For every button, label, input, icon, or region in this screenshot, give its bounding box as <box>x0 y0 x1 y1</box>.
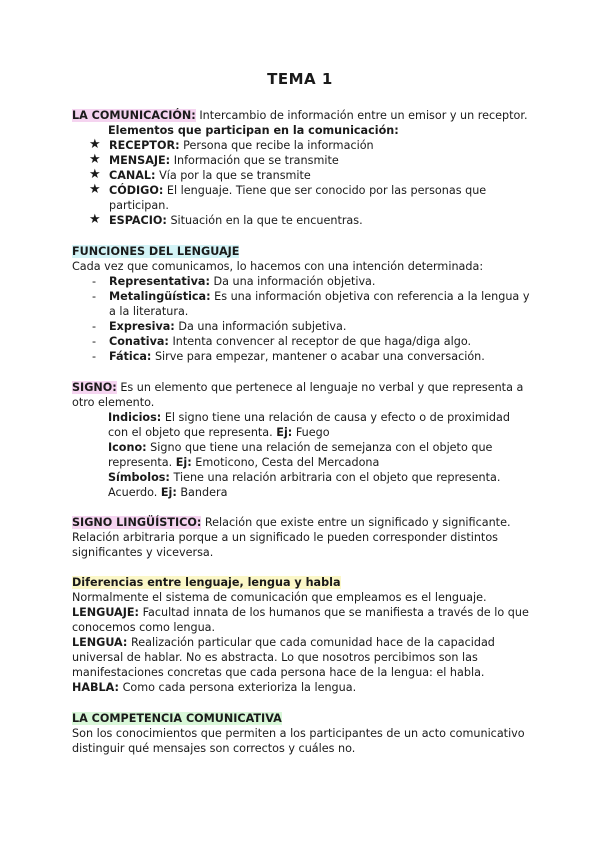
star-bullet-icon: ★ <box>89 137 101 152</box>
star-bullet-icon: ★ <box>89 152 101 167</box>
functions-intro: Cada vez que comunicamos, lo hacemos con una intención determinada: <box>72 260 484 273</box>
function-item: - Metalingüística: Es una información objetiva con referencia a la lengua y a la literatura. <box>92 290 530 318</box>
functions-heading: FUNCIONES DEL LENGUAJE <box>72 245 240 258</box>
function-item: - Fática: Sirve para empezar, mantener o acabar una conversación. <box>92 350 485 363</box>
difference-item: HABLA: Como cada persona exterioriza la lengua. <box>72 681 357 694</box>
difference-item: LENGUAJE: Facultad innata de los humanos que se manifiesta a través de lo que conocemos como lengua. <box>72 606 529 634</box>
section-communication <box>72 108 532 228</box>
dash-bullet: - <box>92 350 97 363</box>
dash-bullet: - <box>92 275 97 288</box>
function-item: - Conativa: Intenta convencer al receptor de que haga/diga algo. <box>92 335 472 348</box>
star-bullet-icon: ★ <box>89 167 101 182</box>
communication-definition: LA COMUNICACIÓN: Intercambio de información entre un emisor y un receptor. <box>72 109 528 122</box>
competence-heading: LA COMPETENCIA COMUNICATIVA <box>72 712 282 725</box>
dash-bullet: - <box>92 290 97 303</box>
section-linguistic-sign <box>72 515 532 560</box>
section-sign <box>72 380 532 500</box>
function-item: - Representativa: Da una información objetiva. <box>92 275 376 288</box>
element-item: ★ CANAL: Vía por la que se transmite <box>89 167 311 182</box>
element-item: ★ RECEPTOR: Persona que recibe la información <box>89 137 374 152</box>
communication-heading: LA COMUNICACIÓN: <box>72 109 196 122</box>
sign-type: Símbolos: Tiene una relación arbitraria con el objeto que representa. Acuerdo. Ej: Bandera <box>108 471 501 499</box>
elements-subheading: Elementos que participan en la comunicación: <box>108 124 399 137</box>
competence-definition: Son los conocimientos que permiten a los participantes de un acto comunicativo distinguir qué mensajes son correctos y cuáles no. <box>72 727 525 755</box>
element-item: ★ CÓDIGO: El lenguaje. Tiene que ser conocido por las personas que participan. <box>89 182 487 212</box>
dash-bullet: - <box>92 335 97 348</box>
linguistic-sign-definition: SIGNO LINGÜÍSTICO: Relación que existe entre un significado y significante. Relación arbitraria porque a un significado le pueden corresponder distintos significantes y viceversa. <box>72 516 511 559</box>
dash-bullet: - <box>92 320 97 333</box>
star-bullet-icon: ★ <box>89 212 101 227</box>
element-item: ★ MENSAJE: Información que se transmite <box>89 152 339 167</box>
section-communicative-competence <box>72 711 532 756</box>
section-language-functions <box>72 244 532 364</box>
sign-type: Icono: Signo que tiene una relación de semejanza con el objeto que representa. Ej: Emoticono, Cesta del Mercadona <box>108 441 493 469</box>
sign-definition: SIGNO: Es un elemento que pertenece al lenguaje no verbal y que representa a otro elemento. <box>72 381 524 409</box>
sign-type: Indicios: El signo tiene una relación de causa y efecto o de proximidad con el objeto que representa. Ej: Fuego <box>108 411 510 439</box>
difference-item: LENGUA: Realización particular que cada comunidad hace de la capacidad universal de hablar. No es abstracta. Lo que nosotros percibimos son las manifestaciones concretas que cada persona hace de la lengua: el habla. <box>72 636 495 679</box>
differences-heading: Diferencias entre lenguaje, lengua y habla <box>72 576 341 589</box>
element-item: ★ ESPACIO: Situación en la que te encuentras. <box>89 212 363 227</box>
section-differences <box>72 575 532 695</box>
function-item: - Expresiva: Da una información subjetiva. <box>92 320 347 333</box>
page-title: TEMA 1 <box>267 70 333 88</box>
differences-intro: Normalmente el sistema de comunicación que empleamos es el lenguaje. <box>72 591 487 604</box>
star-bullet-icon: ★ <box>89 182 101 197</box>
